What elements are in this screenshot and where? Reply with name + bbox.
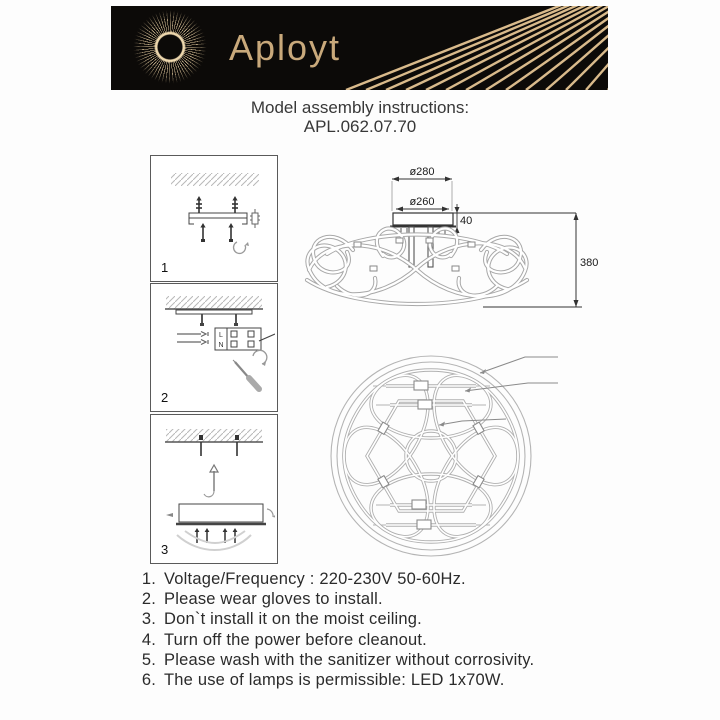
step-3-diagram: [151, 415, 275, 561]
instruction-item: [138, 670, 618, 690]
starburst-icon: [133, 10, 207, 84]
assembly-step-1-panel: [150, 155, 278, 282]
instruction-item: [138, 569, 618, 589]
instruction-text: The use of lamps is permissible: LED 1x70W.: [164, 671, 505, 690]
canopy-outline: [390, 213, 456, 234]
dimension-dia-inner: [396, 196, 449, 212]
twist-arrow-icon: [267, 509, 273, 517]
mounting-bracket-icon: [176, 310, 252, 326]
assembly-step-2-panel: [150, 283, 278, 412]
dim-label-canopy-height: 40: [460, 215, 473, 227]
instruction-number: 5.: [141, 650, 156, 669]
fixture-swirl-body: [307, 229, 527, 304]
instruction-text: Turn off the power before cleanout.: [164, 630, 427, 649]
tube-clips: [378, 381, 484, 529]
terminal-live-label: L: [219, 332, 223, 339]
side-arrow-icon: [166, 513, 173, 517]
sunburst-rays-icon: [318, 6, 608, 90]
brand-name: Aployt: [229, 27, 342, 68]
brand-banner: [111, 6, 608, 90]
model-number: APL.062.07.70: [303, 117, 417, 136]
canopy-icon: [176, 504, 266, 524]
assembly-step-3-panel: [150, 414, 278, 564]
instruction-text: Please wear gloves to install.: [164, 590, 383, 609]
side-view-drawing: [295, 158, 605, 330]
instruction-number: 1.: [141, 570, 156, 588]
step-number-3: 3: [161, 542, 169, 557]
instructions-list: [138, 569, 618, 690]
dim-label-total-height: 380: [580, 257, 599, 269]
ceiling-hatch: [171, 173, 259, 186]
instruction-item: [138, 650, 618, 670]
instruction-number: 2.: [141, 590, 156, 609]
fixture-hint-curves: [177, 531, 251, 550]
step-number-1: 1: [161, 260, 169, 275]
step-2-diagram: [151, 284, 275, 409]
screw-icon: [196, 196, 238, 213]
mounting-bracket-icon: [189, 213, 247, 224]
instruction-item: [138, 589, 618, 609]
terminal-block-icon: [215, 328, 275, 350]
top-view-drawing: [320, 345, 570, 570]
up-arrow-icon: [204, 465, 218, 497]
instruction-text: Voltage/Frequency : 220-230V 50-60Hz.: [164, 570, 466, 588]
instruction-number: 4.: [141, 630, 156, 649]
title-block: [0, 98, 720, 136]
dim-label-dia-inner: ø260: [409, 196, 435, 208]
wall-anchor-icon: [250, 209, 260, 228]
instruction-text: Don`t install it on the moist ceiling.: [164, 610, 422, 629]
instruction-number: 6.: [141, 671, 156, 690]
screwdriver-icon: [233, 350, 267, 389]
instruction-item: [138, 630, 618, 650]
screw-icon: [200, 223, 233, 242]
ceiling-hatch: [166, 429, 262, 442]
page-title: Model assembly instructions:: [250, 98, 470, 117]
wire-icon: [177, 332, 208, 345]
step-number-2: 2: [161, 390, 169, 405]
step-1-diagram: [151, 156, 275, 279]
dimension-canopy-height: [455, 204, 473, 236]
instruction-text: Please wash with the sanitizer without corrosivity.: [164, 650, 535, 669]
ceiling-hatch: [166, 296, 262, 309]
dim-label-dia-outer: ø280: [409, 166, 435, 178]
twist-arrow-icon: [234, 242, 246, 253]
instruction-item: [138, 609, 618, 629]
instruction-number: 3.: [141, 610, 156, 629]
terminal-neutral-label: N: [218, 342, 224, 349]
